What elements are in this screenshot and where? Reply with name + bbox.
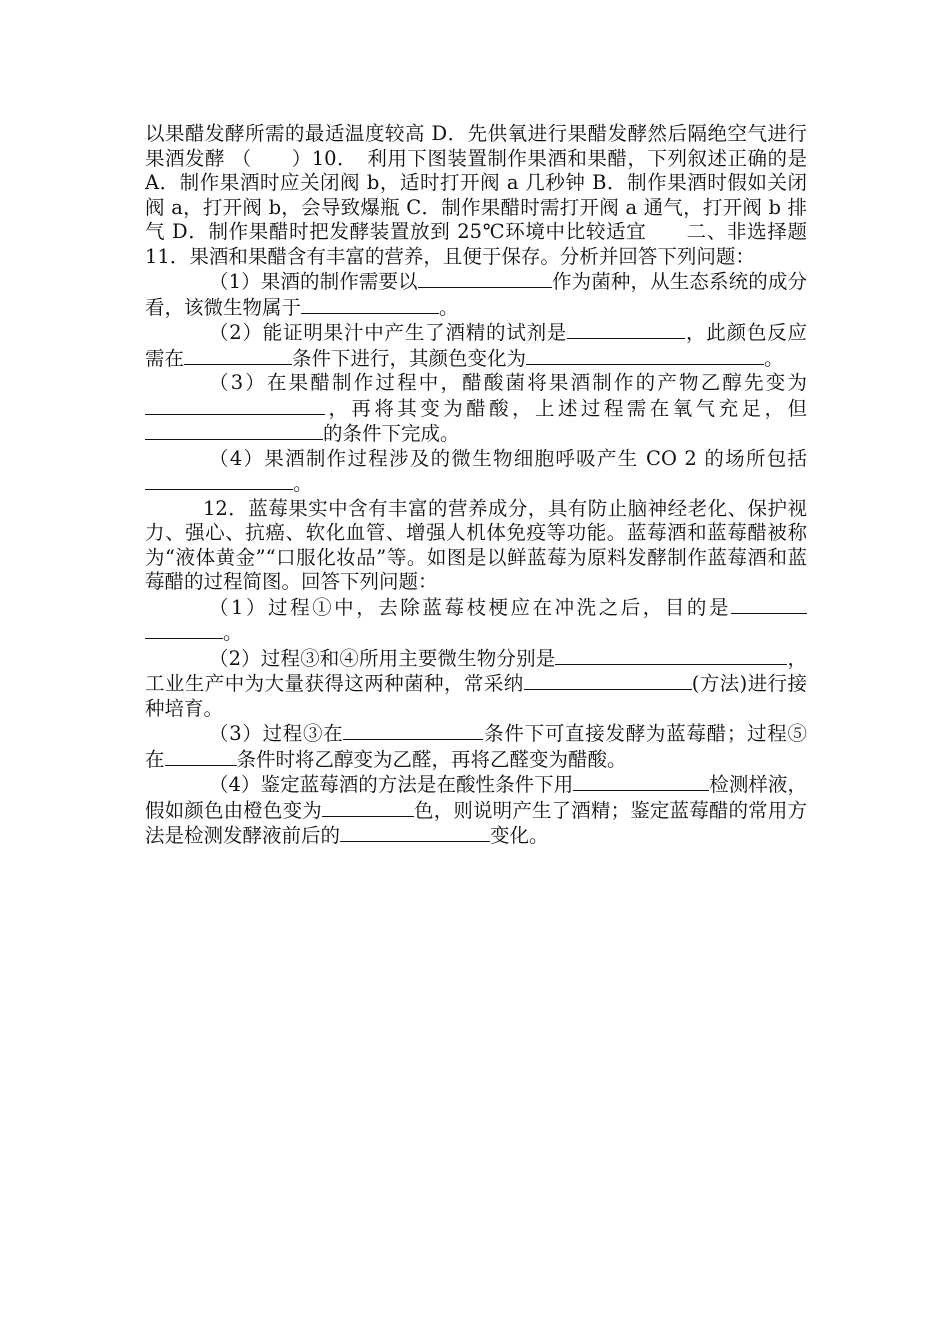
q11-p2-text-b: ，此颜色反应需在	[145, 321, 807, 370]
intro-paragraph	[145, 122, 827, 269]
q11-p4-text-a: （4）果酒制作过程涉及的微生物细胞呼吸产生 CO 2 的场所包括	[209, 446, 807, 470]
q12-p4-text-d: 变化。	[490, 824, 549, 847]
q12-p3-text-a: （3）过程③在	[209, 722, 344, 745]
q12-p4-text-a: （4）鉴定蓝莓酒的方法是在酸性条件下用	[209, 773, 574, 796]
q12-stem	[145, 497, 807, 595]
q11-p3-text-a: （3）在果醋制作过程中，醋酸菌将果酒制作的产物乙醇先变为	[209, 371, 807, 394]
q11-p3-text-c: 的条件下完成。	[323, 422, 460, 445]
answer-blank-continued[interactable]	[765, 646, 787, 665]
q11-part2	[145, 320, 807, 371]
answer-blank[interactable]	[555, 646, 765, 665]
answer-blank[interactable]	[145, 396, 325, 415]
q11-p1-text-c: 。	[439, 295, 459, 319]
q11-p1-text-b: 作为菌种，从生态系统的成分看，该微生物属于	[145, 270, 807, 319]
q12-p4-text-b: 检测样液，假如颜色由橙色变为	[145, 773, 807, 822]
answer-blank[interactable]	[340, 823, 490, 842]
q12-p3-text-c: 条件时将乙醇变为乙醛，再将乙醛变为醋酸。	[236, 747, 627, 771]
q11-part4	[145, 447, 807, 497]
q11-part3	[145, 371, 807, 447]
q11-p4-text-b: 。	[293, 472, 313, 495]
answer-blank[interactable]	[526, 346, 706, 365]
intro-text: 以果醋发酵所需的最适温度较高 D．先供氧进行果醋发酵然后隔绝空气进行果酒发酵 （ ）10． 利用下图装置制作果酒和果醋，下列叙述正确的是 A．制作果酒时应关闭阀 b，适时打开阀 a 几秒钟 B．制作果酒时假如关闭阀 a，打开阀 b，会导致爆瓶 C．制作果醋时需打开阀 a 通气，打开阀 b 排气 D．制作果醋时把发酵装置放到 25℃环境中比较适宜 二、非选择题 11．果酒和果醋含有丰富的营养，且便于保存。分析并回答下列问题：	[145, 122, 827, 268]
q12-p1-text-b: 。	[223, 621, 243, 644]
answer-blank[interactable]	[731, 595, 807, 614]
q11-part1	[145, 269, 807, 320]
q12-p2-text-a: （2）过程③和④所用主要微生物分别是	[209, 646, 556, 670]
answer-blank[interactable]	[145, 421, 323, 440]
answer-blank[interactable]	[301, 295, 439, 314]
answer-blank[interactable]	[343, 721, 483, 740]
answer-blank[interactable]	[184, 346, 292, 365]
answer-blank[interactable]	[145, 471, 293, 490]
q12-part1	[145, 595, 807, 646]
q12-p2-text-b: ，工业生产中为大量获得这两种菌种，常采纳	[145, 646, 807, 695]
answer-blank[interactable]	[165, 747, 237, 766]
q11-p2-text-c: 条件下进行，其颜色变化为	[292, 346, 527, 370]
q12-stem-text: 12．蓝莓果实中含有丰富的营养成分，具有防止脑神经老化、保护视力、强心、抗癌、软化血管、增强人机体免疫等功能。蓝莓酒和蓝莓醋被称为“液体黄金”“口服化妆品”等。如图是以鲜蓝莓为原料发酵制作蓝莓酒和蓝莓醋的过程简图。回答下列问题：	[145, 496, 807, 593]
q11-p3-text-b: ，再将其变为醋酸，上述过程需在氧气充足，但	[325, 396, 807, 420]
q12-p3-text-b: 条件下可直接发酵为蓝莓醋；过程⑤在	[145, 722, 807, 771]
q12-part4	[145, 772, 807, 849]
answer-blank-continued[interactable]	[706, 346, 764, 365]
answer-blank-continued[interactable]	[145, 620, 223, 639]
answer-blank[interactable]	[567, 320, 685, 339]
q12-p2-text-c: (方法)进行接种培育。	[145, 672, 807, 720]
answer-blank[interactable]	[418, 269, 552, 288]
q12-p1-text-a: （1）过程①中，去除蓝莓枝梗应在冲洗之后，目的是	[209, 595, 731, 619]
q11-p1-text-a: （1）果酒的制作需要以	[209, 270, 418, 293]
answer-blank[interactable]	[573, 772, 709, 791]
q12-part3	[145, 721, 807, 772]
q11-p2-text-a: （2）能证明果汁中产生了酒精的试剂是	[209, 321, 568, 344]
answer-blank[interactable]	[322, 798, 414, 817]
q12-p4-text-c: 色，则说明产生了酒精；鉴定蓝莓醋的常用方法是检测发酵液前后的	[145, 798, 807, 847]
answer-blank[interactable]	[524, 671, 692, 690]
q12-part2	[145, 646, 807, 722]
q11-p2-text-d: 。	[764, 346, 784, 370]
document-body	[145, 122, 827, 849]
